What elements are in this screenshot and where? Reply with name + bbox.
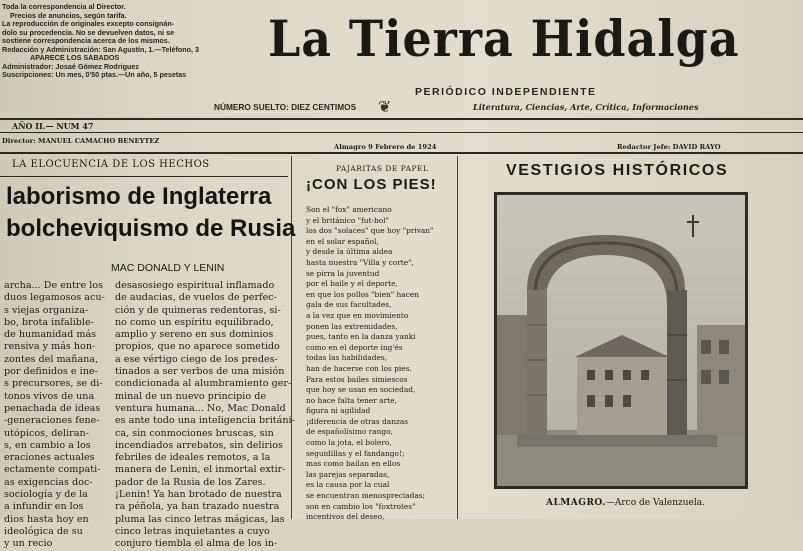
text-line: duos legamosos acu-	[4, 292, 105, 304]
text-line: las parejas separadas,	[306, 469, 390, 479]
text-line: sociología y de la	[4, 489, 88, 501]
text-line: a ese vértigo ciego de los predes-	[115, 353, 278, 365]
text-line: figura ni agilidad	[306, 406, 371, 416]
text-line: penachada de ideas	[4, 402, 101, 414]
text-line: ponen las extremidades,	[306, 321, 398, 331]
text-line: rensiva y más hon-	[4, 341, 96, 353]
notice-block	[2, 3, 207, 80]
text-line: ¡Lenin! Ya han brotado de nuestra	[115, 489, 282, 501]
text-line: gala de sus facultades,	[306, 300, 392, 310]
caption-place: ALMAGRO.	[546, 498, 606, 508]
text-line: s, en cambio a los	[4, 439, 91, 451]
text-line: han de hacerse con los pies.	[306, 363, 412, 373]
text-line: utópicos, deliran-	[4, 427, 89, 439]
text-line: propios, que no aparece sometido	[115, 341, 280, 353]
article-headline	[6, 181, 295, 245]
column-kicker: PAJARITAS DE PAPEL	[336, 164, 429, 173]
issue-number: AÑO II.— NUM 47	[12, 121, 94, 131]
issue-dateline: Almagro 9 Febrero de 1924	[334, 143, 437, 151]
text-line: pues, tanto en la danza yanki	[306, 332, 416, 342]
text-line: ideológica de su	[4, 525, 83, 537]
text-line: dios hasta hoy en	[4, 513, 89, 525]
text-line: se encuentran menospreciadas;	[306, 491, 426, 501]
text-line: tinados a ser verbos de una misión	[115, 366, 285, 378]
notice-line: Administrador: Josaé Gómez Rodriguez	[2, 62, 139, 71]
text-line: zontes del mañana,	[4, 353, 99, 365]
arch-photo	[497, 195, 745, 486]
text-line: bo, brota infalible-	[4, 316, 94, 328]
section-rule	[0, 176, 288, 177]
text-line: febriles de ideales remotos, a la	[115, 452, 271, 464]
notice-line: Precios de anuncios, según tarifa.	[10, 11, 127, 20]
text-line: desasosiego espiritual inflamado	[115, 280, 275, 291]
masthead-rule	[0, 118, 803, 120]
text-line: amplio y sereno en sus dominios	[115, 329, 274, 341]
text-line: como en el deporte ing'és	[306, 342, 403, 352]
text-line: minal de un nuevo principio de	[115, 390, 267, 402]
article-byline: MAC DONALD Y LENIN	[111, 262, 225, 274]
text-line: y el británico "fut-bol"	[306, 215, 389, 225]
text-line: es ante todo una inteligencia británi-	[115, 415, 295, 427]
text-line: de humanidad más	[4, 329, 97, 341]
text-line: Para estos bailes simiescos	[306, 374, 408, 384]
text-line: a infundir en los	[4, 501, 84, 513]
notice-line: Suscripciones: Un mes, 0'50 ptas.—Un año, 5 pesetas	[2, 71, 187, 79]
text-line: pador de la Rusia de los Zares.	[115, 476, 266, 488]
text-line: Son el "fox" americano	[306, 205, 392, 214]
text-line: ¡diferencia de otras danzas	[306, 416, 409, 426]
text-line: conjuro tiembla el alma de los in-	[115, 538, 278, 550]
photo-frame	[494, 192, 748, 489]
text-line: todas las habilidades,	[306, 353, 387, 363]
notice-line: Toda la correspondencia al Director.	[2, 3, 126, 11]
section-heading: LA ELOCUENCIA DE LOS HECHOS	[12, 159, 210, 170]
article-column-2	[115, 280, 295, 551]
newspaper-subjects: Literatura, Ciencias, Arte, Crítica, Informaciones	[473, 102, 699, 112]
notice-line: dolo su procedencia. No se devuelven datos, ni se	[2, 28, 175, 37]
text-line: incendiados arrebatos, sin delirios	[115, 439, 283, 451]
text-line: mas como bailan en ellos	[306, 459, 401, 469]
photo-caption	[546, 498, 705, 508]
headline-line: laborismo de Inglaterra	[6, 183, 272, 210]
issue-price: NÚMERO SUELTO: DIEZ CENTIMOS	[214, 102, 357, 112]
newspaper-subtitle: PERIÓDICO INDEPENDIENTE	[415, 86, 597, 98]
text-line: seguidillas y el fandango!;	[306, 448, 405, 458]
text-line: cinco letras inquietantes a cuyo	[115, 525, 270, 537]
text-line: y un recio	[4, 538, 53, 550]
text-line: no como un espíritu equilibrado,	[115, 316, 274, 328]
dateline-rule-top	[0, 132, 803, 133]
issue-director: Director: MANUEL CAMACHO BENEYTEZ	[2, 137, 160, 145]
poem-headline: ¡CON LOS PIES!	[306, 176, 437, 193]
text-line: no hace falta tener arte,	[306, 395, 397, 405]
issue-editor: Redactor Jefe: DAVID RAYO	[617, 143, 721, 151]
text-line: que hoy se usan en sociedad,	[306, 385, 416, 395]
text-line: son en cambio los "foxtrotes"	[306, 501, 416, 511]
text-line: hasta nuestra "Villa y corte",	[306, 257, 414, 267]
column-divider	[457, 156, 458, 519]
text-line: condicionada al alumbramiento ger-	[115, 378, 292, 390]
newspaper-title: La Tierra Hidalga	[268, 9, 740, 68]
text-line: archa... De entre los	[4, 280, 103, 291]
text-line: as exigencias doc-	[4, 476, 93, 488]
text-line: y desde la última aldea	[306, 247, 393, 257]
text-line: ca, sin conmociones bruscas, sin	[115, 427, 274, 439]
text-line: se pirra la juventud	[306, 268, 380, 278]
article-column-1	[4, 280, 105, 551]
ornament-icon: ❦	[378, 97, 392, 116]
text-line: tonos vivos de una	[4, 390, 95, 402]
text-line: es la causa por la cual	[306, 480, 390, 490]
text-line: ra péñola, ya han trazado nuestra	[115, 501, 280, 513]
notice-line: sostiene correspondencia acerca de los mismos.	[2, 37, 170, 45]
text-line: por definidos e ine-	[4, 366, 98, 378]
text-line: de audacias, de vuelos de perfec-	[115, 292, 277, 304]
text-line: s viejas organiza-	[4, 304, 89, 316]
text-line: los dos "solaces" que hoy "privan"	[306, 226, 434, 236]
poem-body	[306, 205, 433, 523]
text-line: ción y de quimeras redentoras, si-	[115, 304, 281, 316]
text-line: ventura humana... No, Mac Donald	[115, 402, 286, 414]
dateline-rule-bottom	[0, 152, 803, 154]
text-line: por el baile y el deporte,	[306, 279, 398, 289]
text-line: en que los pollos "bien" hacen	[306, 289, 419, 299]
text-line: s precursores, se di-	[4, 378, 103, 390]
text-line: manera de Lenin, el inmortal extir-	[115, 464, 286, 476]
text-line: -generaciones fene-	[4, 415, 100, 427]
text-line: de españolísimo rango,	[306, 427, 393, 437]
photo-headline: VESTIGIOS HISTÓRICOS	[506, 162, 729, 179]
notice-line: Redacción y Administración: San Agustín, 1.—Teléfono, 3	[2, 45, 200, 54]
headline-line: bolcheviquismo de Rusia	[6, 215, 296, 242]
text-line: como la jota, el bolero,	[306, 438, 392, 448]
text-line: eraciones actuales	[4, 452, 95, 464]
text-line: en el solar español,	[306, 236, 379, 246]
text-line: ectamente compati-	[4, 464, 101, 476]
text-line: incentivos del deseo,	[306, 512, 385, 522]
notice-line: APARECE LOS SÁBADOS	[30, 54, 120, 62]
notice-line: La reproducción de originales excepto consignán-	[2, 20, 175, 28]
text-line: a la vez que en movimiento	[306, 310, 409, 320]
caption-text: —Arco de Valenzuela.	[605, 498, 705, 508]
text-line: pluma las cinco letras mágicas, las	[115, 513, 285, 525]
